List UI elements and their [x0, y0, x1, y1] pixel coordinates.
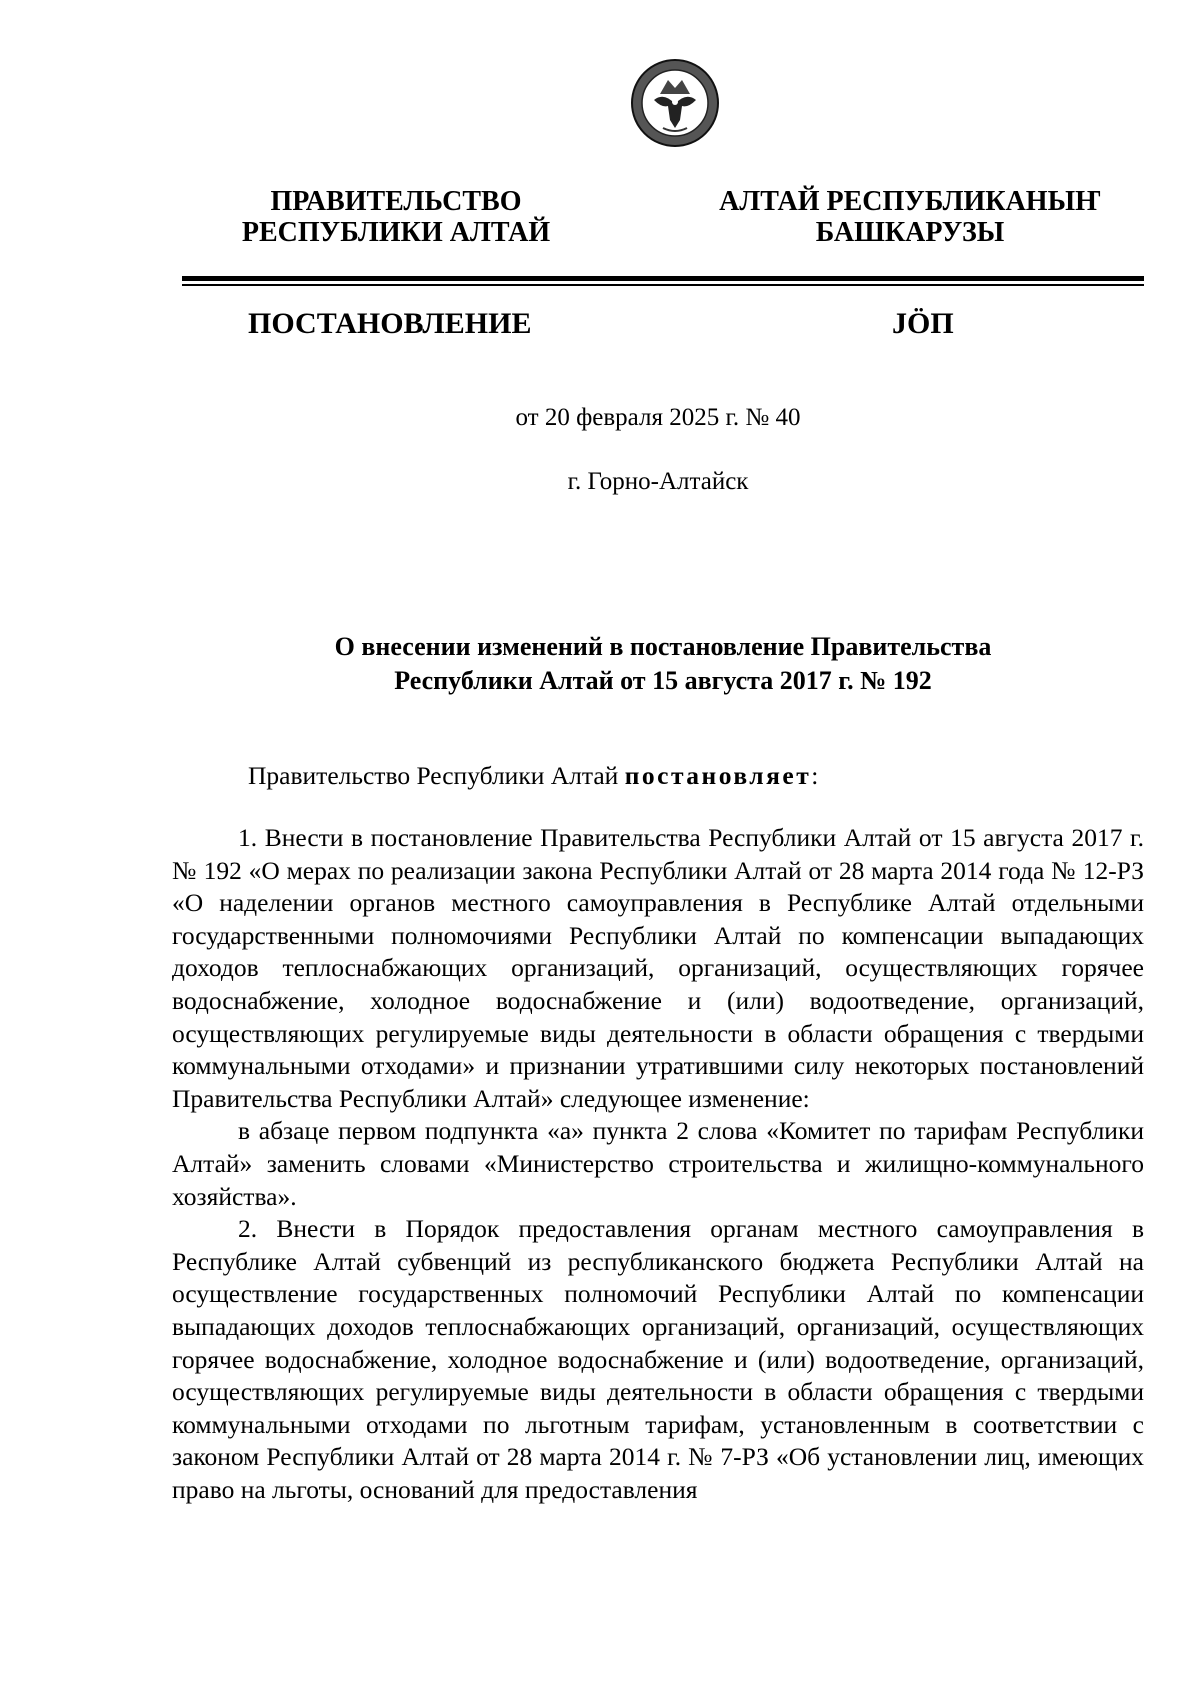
document-body — [172, 822, 1144, 1506]
paragraph-1: 1. Внести в постановление Правительства Республики Алтай от 15 августа 2017 г. № 192 «О мерах по реализации закона Республики Алтай от 28 марта 2014 года № 12-РЗ «О наделении органов местного самоуправления в Республике Алтай отдельными государственными полномочиями Республики Алтай по компенсации выпадающих доходов теплоснабжающих организаций, организаций, осуществляющих горячее водоснабжение, холодное водоснабжение и (или) водоотведение, организаций, осуществляющих регулируемые виды деятельности в области обращения с твердыми коммунальными отходами» и признании утратившими силу некоторых постановлений Правительства Республики Алтай» следующее изменение: — [172, 823, 1144, 1113]
header-right-line1: АЛТАЙ РЕСПУБЛИКАНЫҤ — [719, 186, 1101, 217]
subject-line1: О внесении изменений в постановление Правительства — [334, 632, 992, 661]
intro-suffix: : — [811, 761, 819, 790]
subject-line2: Республики Алтай от 15 августа 2017 г. № 192 — [394, 666, 932, 695]
government-name-russian — [186, 186, 606, 248]
document-subject — [182, 630, 1144, 698]
government-name-altai — [700, 186, 1120, 248]
city: г. Горно-Алтайск — [567, 468, 749, 495]
intro-statement — [248, 760, 818, 792]
header-divider-thin — [182, 284, 1144, 286]
paragraph-2: в абзаце первом подпункта «а» пункта 2 слова «Комитет по тарифам Республики Алтай» заменить словами «Министерство строительства и жилищно-коммунального хозяйства». — [172, 1116, 1144, 1211]
intro-prefix: Правительство Республики Алтай — [248, 761, 625, 790]
doc-type-russian: ПОСТАНОВЛЕНИЕ — [248, 307, 532, 340]
date-and-number: от 20 февраля 2025 г. № 40 — [515, 404, 801, 431]
intro-emphasis: постановляет — [624, 761, 812, 790]
doc-type-altai: JӦП — [892, 307, 954, 340]
header-left-line2: РЕСПУБЛИКИ АЛТАЙ — [241, 217, 551, 248]
header-right-line2: БАШКАРУЗЫ — [815, 217, 1005, 248]
paragraph-3: 2. Внести в Порядок предоставления органам местного самоуправления в Республике Алтай субвенций из республиканского бюджета Республики Алтай на осуществление государственных полномочий Республики Алтай по компенсации выпадающих доходов теплоснабжающих организаций, организаций, осуществляющих горячее водоснабжение, холодное водоснабжение и (или) водоотведение, организаций, осуществляющих регулируемые виды деятельности в области обращения с твердыми коммунальными отходами по льготным тарифам, установленным в соответствии с законом Республики Алтай от 28 марта 2014 г. № 7-РЗ «Об установлении лиц, имеющих право на льготы, оснований для предоставления — [172, 1214, 1144, 1504]
header-divider-thick — [182, 276, 1144, 281]
coat-of-arms-emblem — [630, 58, 720, 148]
header-left-line1: ПРАВИТЕЛЬСТВО — [270, 186, 522, 217]
